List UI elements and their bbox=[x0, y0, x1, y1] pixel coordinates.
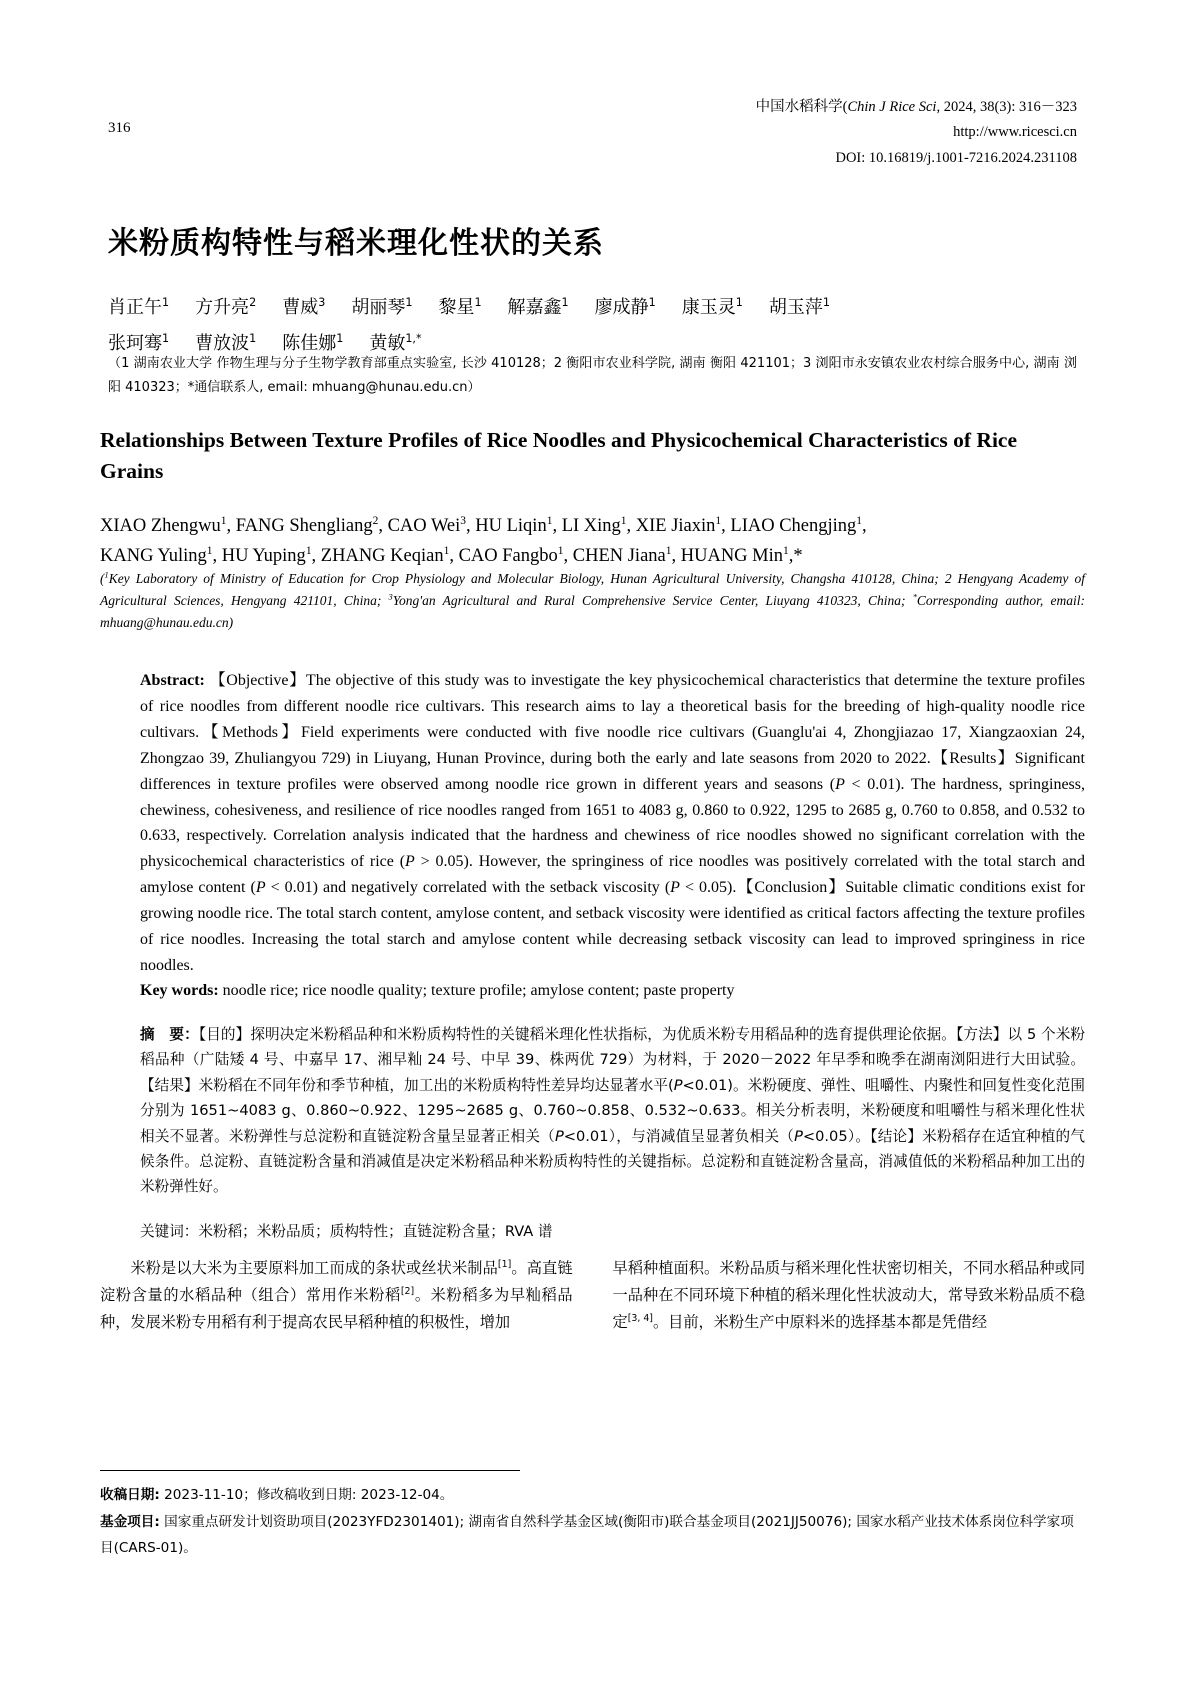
author-cn: 廖成静$^1$ bbox=[594, 296, 656, 318]
affiliation-cn: （1 湖南农业大学 作物生理与分子生物学教育部重点实验室, 长沙 410128；2 衡阳市农业科学院, 湖南 衡阳 421101；3 浏阳市永安镇农业农村综合服务中心, 湖南 浏阳 410323；*通信联系人, email: mhuang@hunau.edu.cn） bbox=[108, 356, 1077, 396]
author-sup: 2 bbox=[249, 296, 257, 309]
author-sup: 1 bbox=[162, 296, 170, 309]
body-paragraph: 早稻种植面积。米粉品质与稻米理化性状密切相关，不同水稻品种或同一品种在不同环境下种植的稻米理化性状波动大，常导致米粉品质不稳定[3, 4]。目前，米粉生产中原料米的选择基本都是凭借经 bbox=[612, 1259, 1085, 1332]
author-cn: 解嘉鑫$^1$ bbox=[507, 296, 569, 318]
keywords-en bbox=[140, 978, 1085, 1004]
footnote-received-text: 2023-11-10；修改稿收到日期: 2023-12-04。 bbox=[159, 1487, 454, 1503]
footnote-divider bbox=[100, 1470, 520, 1471]
title-cn: 米粉质构特性与稻米理化性状的关系 bbox=[108, 226, 604, 261]
author-sup: 1 bbox=[561, 296, 569, 309]
author-sup: 1 bbox=[474, 296, 482, 309]
body-paragraph: 米粉是以大米为主要原料加工而成的条状或丝状米制品[1]。高直链淀粉含量的水稻品种（组合）常用作米粉稻[2]。米粉稻多为早籼稻品种，发展米粉专用稻有利于提高农民早稻种植的积极性，增加 bbox=[100, 1258, 573, 1332]
page-number: 316 bbox=[108, 120, 131, 136]
body-columns bbox=[100, 1255, 1085, 1336]
authors-en-line2: KANG Yuling$^1$, HU Yuping$^1$, ZHANG Keqian$^1$, CAO Fangbo$^1$, CHEN Jiana$^1$, HUANG Min$^1$,* bbox=[100, 544, 803, 566]
author-cn: 陈佳娜$^1$ bbox=[282, 332, 344, 354]
abstract-label: Abstract: bbox=[140, 672, 205, 689]
journal-issue: , 2024, 38(3): 316－323 bbox=[936, 99, 1077, 115]
footnote-fund-text: 国家重点研发计划资助项目(2023YFD2301401); 湖南省自然科学基金区域(衡阳市)联合基金项目(2021JJ50076); 国家水稻产业技术体系岗位科学家项目(CARS-01)。 bbox=[100, 1513, 1074, 1556]
author-cn: 方升亮$^2$ bbox=[195, 296, 257, 318]
title-en: Relationships Between Texture Profiles of Rice Noodles and Physicochemical Characteristics of Rice Grains bbox=[100, 428, 1018, 484]
author-cn: 黄敏$^{1,*}$ bbox=[369, 332, 422, 354]
authors-en-line1: XIAO Zhengwu$^1$, FANG Shengliang$^2$, CAO Wei$^3$, HU Liqin$^1$, LI Xing$^1$, XIE Jiaxin$^1$, LIAO Chengjing$^1$, bbox=[100, 514, 867, 536]
journal-info bbox=[756, 95, 1077, 171]
authors-en bbox=[100, 512, 1085, 572]
author-sup: 1 bbox=[735, 296, 743, 309]
abstract-cn-text: 【目的】探明决定米粉稻品种和米粉质构特性的关键稻米理化性状指标，为优质米粉专用稻品种的选育提供理论依据。【方法】以 5 个米粉稻品种（广陆矮 4 号、中嘉早 17、湘早籼 24 号、中早 39、株两优 729）为材料，于 2020－2022 年早季和晚季在湖南浏阳进行大田试验。【结果】米粉稻在不同年份和季节种植，加工出的米粉质构特性差异均达显著水平(P<0.01)。米粉硬度、弹性、咀嚼性、内聚性和回复性变化范围分别为 1651~4083 g、0.860~0.922、1295~2685 g、0.760~0.858、0.532~0.633。相关分析表明，米粉硬度和咀嚼性与稻米理化性状相关不显著。米粉弹性与总淀粉和直链淀粉含量呈显著正相关（P<0.01），与消减值呈显著负相关（P<0.05）。【结论】米粉稻存在适宜种植的气候条件。总淀粉、直链淀粉含量和消减值是决定米粉稻品种米粉质构特性的关键指标。总淀粉和直链淀粉含量高，消减值低的米粉稻品种加工出的米粉弹性好。 bbox=[140, 1026, 1085, 1196]
author-sup: 1 bbox=[648, 296, 656, 309]
body-column-right bbox=[613, 1255, 1086, 1336]
author-cn: 曹放波$^1$ bbox=[195, 332, 257, 354]
author-sup: 1 bbox=[162, 332, 170, 345]
author-cn: 胡丽琴$^1$ bbox=[351, 296, 413, 318]
footnote-received bbox=[100, 1482, 1085, 1509]
abstract-en bbox=[140, 668, 1085, 979]
footnote bbox=[100, 1482, 1085, 1562]
author-sup: 1,* bbox=[405, 332, 422, 345]
authors-cn-line1 bbox=[108, 290, 1077, 326]
journal-url: http://www.ricesci.cn bbox=[953, 124, 1077, 141]
footnote-fund-label: 基金项目: bbox=[100, 1513, 160, 1530]
abstract-text: 【Objective】The objective of this study was to investigate the key physicochemical characteristics that determine the texture profiles of rice noodles from different noodle rice cultivars. This research aims to lay a theoretical basis for the breeding of high-quality noodle rice cultivars.【Methods】Field experiments were conducted with five noodle rice cultivars (Guanglu'ai 4, Zhongjiazao 17, Xiangzaoxian 24, Zhongzao 39, Zhuliangyou 729) in Liuyang, Hunan Province, during both the early and late seasons from 2020 to 2022.【Results】Significant differences in texture profiles were observed among noodle rice grown in different years and seasons (P < 0.01). The hardness, springiness, chewiness, cohesiveness, and resilience of rice noodles ranged from 1651 to 4083 g, 0.860 to 0.922, 1295 to 2685 g, 0.760 to 0.858, and 0.532 to 0.633, respectively. Correlation analysis indicated that the hardness and chewiness of rice noodles showed no significant correlation with the physicochemical characteristics of rice (P > 0.05). However, the springiness of rice noodles was positively correlated with the total starch and amylose content (P < 0.01) and negatively correlated with the setback viscosity (P < 0.05).【Conclusion】Suitable climatic conditions exist for growing noodle rice. The total starch content, amylose content, and setback viscosity were identified as critical factors affecting the texture profiles of rice noodles. Increasing the total starch and amylose content while decreasing setback viscosity can lead to improved springiness in rice noodles. bbox=[140, 672, 1085, 974]
author-sup: 3 bbox=[318, 296, 326, 309]
journal-name-cn: 中国水稻科学 bbox=[755, 99, 843, 115]
author-cn: 黎星$^1$ bbox=[438, 296, 482, 318]
author-sup: 1 bbox=[405, 296, 413, 309]
affiliation-en: ($^1$Key Laboratory of Ministry of Education for Crop Physiology and Molecular Biology, Hunan Agricultural University, Changsha 410128, China; 2 Hengyang Academy of Agricultural Sciences, Hengyang 421101, China; $^3$Yong'an Agricultural and Rural Comprehensive Service Center, Liuyang 410323, China; *Corresponding author, email: mhuang@hunau.edu.cn) bbox=[100, 570, 1085, 630]
journal-citation: 中国水稻科学(Chin J Rice Sci, 2024, 38(3): 316－323 bbox=[755, 99, 1077, 115]
author-sup: 1 bbox=[249, 332, 257, 345]
keywords-cn-text: 米粉稻；米粉品质；质构特性；直链淀粉含量；RVA 谱 bbox=[198, 1223, 553, 1240]
footnote-received-label: 收稿日期: bbox=[100, 1487, 160, 1503]
author-sup: 1 bbox=[336, 332, 344, 345]
author-cn: 康玉灵$^1$ bbox=[681, 296, 743, 318]
body-column-left bbox=[100, 1255, 573, 1336]
abstract-cn bbox=[140, 1022, 1085, 1200]
author-sup: 1 bbox=[822, 296, 830, 309]
journal-name-en: Chin J Rice Sci bbox=[847, 99, 937, 115]
author-cn: 胡玉萍$^1$ bbox=[768, 296, 830, 318]
keywords-cn-label: 关键词： bbox=[140, 1223, 199, 1240]
author-cn: 肖正午$^1$ bbox=[108, 296, 170, 318]
author-cn: 曹威$^3$ bbox=[282, 296, 326, 318]
doi: DOI: 10.16819/j.1001-7216.2024.231108 bbox=[835, 149, 1077, 166]
page-header bbox=[108, 95, 1077, 175]
footnote-fund bbox=[100, 1509, 1085, 1562]
keywords-en-text: noodle rice; rice noodle quality; texture profile; amylose content; paste property bbox=[222, 982, 735, 999]
abstract-cn-label: 摘 要： bbox=[140, 1026, 199, 1043]
keywords-en-label: Key words: bbox=[140, 982, 219, 999]
author-cn: 张珂骞$^1$ bbox=[108, 332, 170, 354]
keywords-cn bbox=[140, 1220, 1085, 1245]
